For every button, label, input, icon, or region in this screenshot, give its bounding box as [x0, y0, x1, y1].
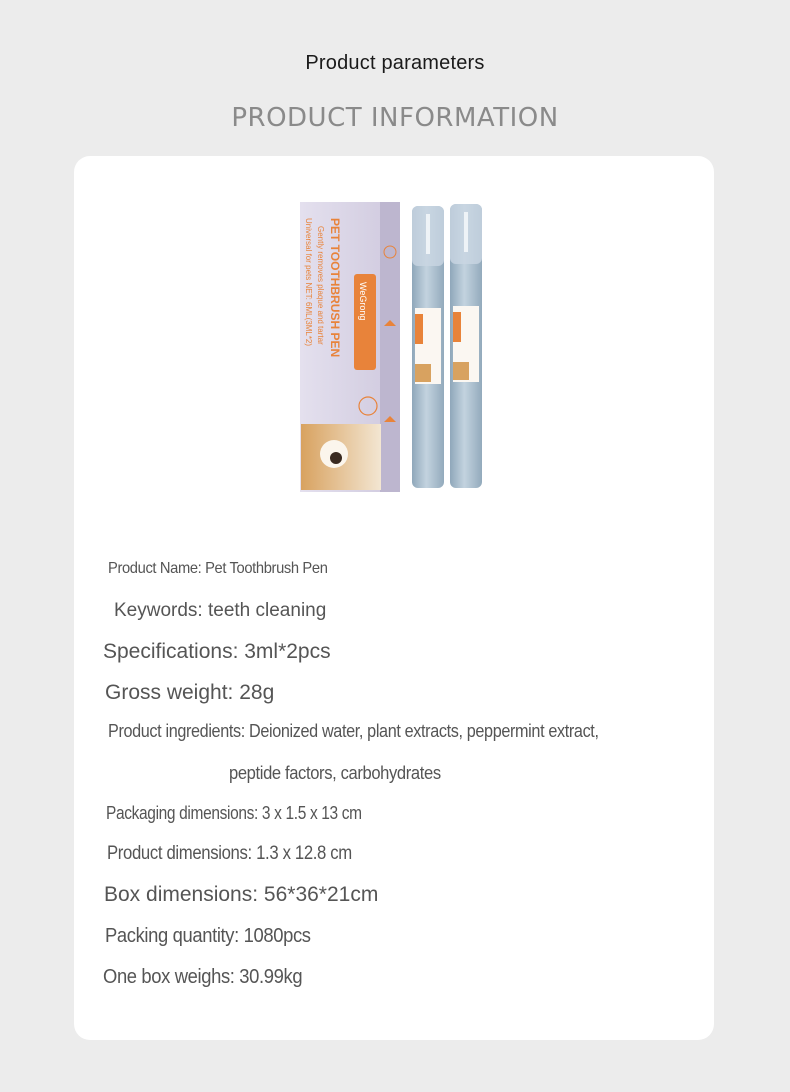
spec-product-dimensions: Product dimensions: 1.3 x 12.8 cm [107, 843, 352, 864]
product-image [296, 196, 492, 496]
spec-specifications: Specifications: 3ml*2pcs [103, 640, 331, 663]
spec-keywords: Keywords: teeth cleaning [114, 600, 327, 621]
svg-text:Universal for pets NET: 6ML(3: Universal for pets NET: 6ML(3ML*2) [304, 218, 313, 347]
page-title: Product parameters [305, 52, 485, 74]
svg-text:PET TOOTHBRUSH PEN: PET TOOTHBRUSH PEN [328, 218, 342, 358]
svg-text:WeGrong: WeGrong [358, 282, 368, 321]
spec-product-name: Product Name: Pet Toothbrush Pen [108, 560, 328, 577]
toothbrush-pen-2 [450, 204, 482, 488]
spec-ingredients-line2: peptide factors, carbohydrates [229, 763, 441, 783]
spec-box-dimensions: Box dimensions: 56*36*21cm [104, 883, 379, 906]
spec-box-weight: One box weighs: 30.99kg [103, 966, 303, 988]
toothbrush-pen-1 [412, 206, 444, 488]
product-box [300, 202, 400, 492]
product-info-card [74, 156, 714, 1040]
spec-packing-quantity: Packing quantity: 1080pcs [105, 925, 311, 947]
svg-text:Gently removes plaque and tart: Gently removes plaque and tartar [316, 226, 325, 345]
spec-gross-weight: Gross weight: 28g [105, 681, 275, 704]
spec-ingredients-line1: Product ingredients: Deionized water, plant extracts, peppermint extract, [108, 721, 599, 741]
spec-packaging-dimensions: Packaging dimensions: 3 x 1.5 x 13 cm [106, 803, 362, 823]
page-subtitle: PRODUCT INFORMATION [231, 103, 559, 133]
